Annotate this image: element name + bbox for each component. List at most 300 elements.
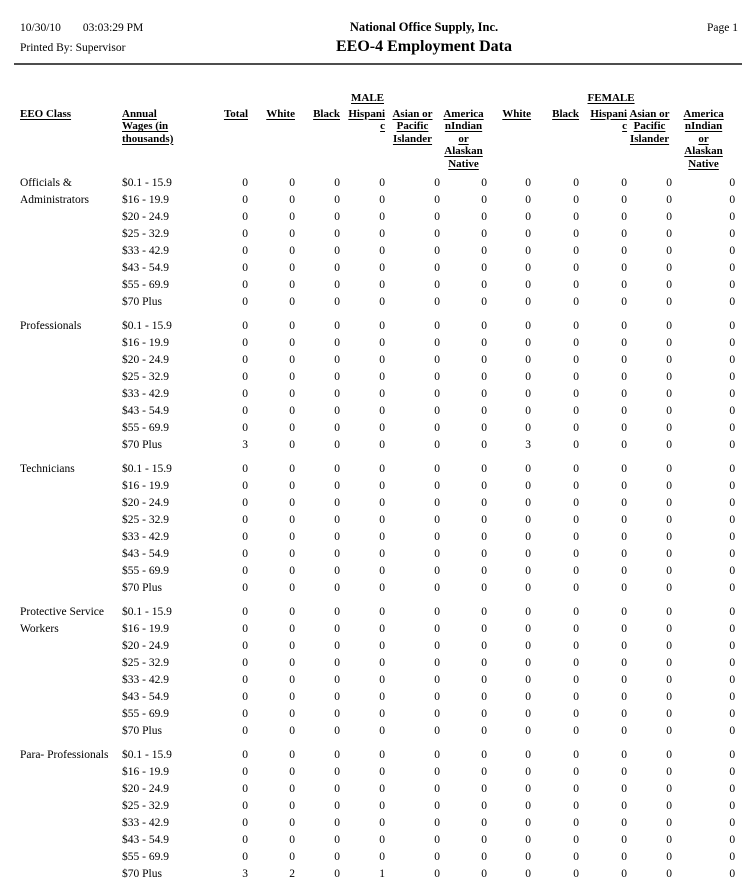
- wage-band-cell: $20 - 24.9: [122, 497, 169, 509]
- column-header-female-black: Black: [552, 107, 580, 120]
- value-cell-male_asian_pacific_islander: 0: [434, 514, 440, 526]
- page-number: Page 1: [707, 22, 738, 34]
- column-header-male-white: White: [266, 107, 295, 120]
- table-row: [20, 798, 735, 815]
- value-cell-female_white: 0: [525, 480, 532, 492]
- wage-band-cell: $55 - 69.9: [122, 279, 169, 291]
- value-cell-male_american_indian_alaskan_native: 0: [481, 439, 488, 451]
- value-cell-female_white: 0: [525, 279, 532, 291]
- value-cell-male_white: 0: [289, 497, 295, 509]
- value-cell-female_asian_pacific_islander: 0: [666, 320, 673, 332]
- value-cell-female_black: 0: [573, 279, 580, 291]
- value-cell-total: 0: [242, 245, 248, 257]
- value-cell-male_hispanic: 0: [379, 817, 385, 829]
- value-cell-female_white: 0: [525, 211, 532, 223]
- table-row: [20, 420, 735, 437]
- value-cell-female_hispanic: 0: [621, 405, 628, 417]
- value-cell-male_white: 0: [289, 320, 295, 332]
- value-cell-total: 0: [242, 674, 248, 686]
- value-cell-female_white: 0: [525, 640, 532, 652]
- value-cell-male_black: 0: [334, 177, 340, 189]
- value-cell-female_hispanic: 0: [621, 514, 628, 526]
- value-cell-male_white: 0: [289, 783, 295, 795]
- value-cell-female_asian_pacific_islander: 0: [666, 582, 673, 594]
- value-cell-female_american_indian_alaskan_native: 0: [729, 439, 736, 451]
- value-cell-female_hispanic: 0: [621, 177, 628, 189]
- value-cell-male_american_indian_alaskan_native: 0: [481, 691, 488, 703]
- value-cell-male_black: 0: [334, 388, 340, 400]
- value-cell-female_black: 0: [573, 766, 580, 778]
- value-cell-male_asian_pacific_islander: 0: [434, 388, 440, 400]
- value-cell-female_hispanic: 0: [621, 245, 628, 257]
- value-cell-total: 0: [242, 228, 248, 240]
- value-cell-female_american_indian_alaskan_native: 0: [729, 211, 736, 223]
- value-cell-female_black: 0: [573, 657, 580, 669]
- wage-band-cell: $20 - 24.9: [122, 640, 169, 652]
- value-cell-female_hispanic: 0: [621, 548, 628, 560]
- value-cell-female_white: 0: [525, 371, 532, 383]
- value-cell-female_hispanic: 0: [621, 766, 628, 778]
- value-cell-female_asian_pacific_islander: 0: [666, 766, 673, 778]
- value-cell-total: 0: [242, 211, 248, 223]
- table-row: [20, 563, 735, 580]
- value-cell-female_white: 0: [525, 623, 532, 635]
- wage-band-cell: $33 - 42.9: [122, 674, 169, 686]
- value-cell-female_asian_pacific_islander: 0: [666, 606, 673, 618]
- value-cell-female_hispanic: 0: [621, 708, 628, 720]
- value-cell-total: 3: [242, 439, 248, 451]
- value-cell-female_black: 0: [573, 405, 580, 417]
- value-cell-female_american_indian_alaskan_native: 0: [729, 279, 736, 291]
- value-cell-male_black: 0: [334, 480, 340, 492]
- value-cell-total: 0: [242, 422, 248, 434]
- value-cell-female_black: 0: [573, 606, 580, 618]
- value-cell-male_white: 0: [289, 834, 295, 846]
- value-cell-male_white: 0: [289, 194, 295, 206]
- value-cell-female_hispanic: 0: [621, 388, 628, 400]
- column-header-annual-wages: Annual Wages (in thousands): [122, 107, 174, 145]
- value-cell-male_asian_pacific_islander: 0: [434, 708, 440, 720]
- table-row: [20, 192, 735, 209]
- value-cell-female_white: 0: [525, 531, 532, 543]
- value-cell-female_american_indian_alaskan_native: 0: [729, 708, 736, 720]
- wage-band-cell: $16 - 19.9: [122, 337, 169, 349]
- value-cell-female_american_indian_alaskan_native: 0: [729, 514, 736, 526]
- value-cell-female_asian_pacific_islander: 0: [666, 228, 673, 240]
- value-cell-female_hispanic: 0: [621, 194, 628, 206]
- value-cell-female_black: 0: [573, 565, 580, 577]
- value-cell-male_asian_pacific_islander: 0: [434, 640, 440, 652]
- value-cell-male_american_indian_alaskan_native: 0: [481, 783, 488, 795]
- value-cell-male_white: 0: [289, 337, 295, 349]
- print-date: 10/30/10: [20, 22, 61, 34]
- value-cell-female_asian_pacific_islander: 0: [666, 177, 673, 189]
- value-cell-total: 0: [242, 725, 248, 737]
- value-cell-female_hispanic: 0: [621, 354, 628, 366]
- table-row: [20, 209, 735, 226]
- value-cell-male_black: 0: [334, 405, 340, 417]
- value-cell-female_black: 0: [573, 439, 580, 451]
- wage-band-cell: $55 - 69.9: [122, 851, 169, 863]
- wage-band-cell: $70 Plus: [122, 868, 162, 880]
- value-cell-male_black: 0: [334, 766, 340, 778]
- value-cell-male_asian_pacific_islander: 0: [434, 439, 440, 451]
- value-cell-female_black: 0: [573, 514, 580, 526]
- table-row: [20, 781, 735, 798]
- value-cell-male_hispanic: 0: [379, 749, 385, 761]
- value-cell-male_black: 0: [334, 657, 340, 669]
- table-row: [20, 352, 735, 369]
- value-cell-male_hispanic: 0: [379, 640, 385, 652]
- column-header-female-white: White: [502, 107, 532, 120]
- value-cell-total: 0: [242, 851, 248, 863]
- value-cell-female_white: 0: [525, 817, 532, 829]
- wage-band-cell: $33 - 42.9: [122, 531, 169, 543]
- value-cell-female_american_indian_alaskan_native: 0: [729, 405, 736, 417]
- value-cell-female_white: 0: [525, 177, 532, 189]
- value-cell-male_black: 0: [334, 245, 340, 257]
- wage-band-cell: $33 - 42.9: [122, 388, 169, 400]
- value-cell-male_hispanic: 0: [379, 691, 385, 703]
- value-cell-male_asian_pacific_islander: 0: [434, 565, 440, 577]
- value-cell-male_white: 0: [289, 262, 295, 274]
- value-cell-female_black: 0: [573, 708, 580, 720]
- value-cell-female_hispanic: 0: [621, 657, 628, 669]
- value-cell-total: 0: [242, 834, 248, 846]
- value-cell-female_american_indian_alaskan_native: 0: [729, 480, 736, 492]
- value-cell-female_white: 0: [525, 388, 532, 400]
- value-cell-male_american_indian_alaskan_native: 0: [481, 657, 488, 669]
- value-cell-male_american_indian_alaskan_native: 0: [481, 868, 488, 880]
- column-header-eeo-class: EEO Class: [20, 107, 72, 120]
- value-cell-male_hispanic: 0: [379, 674, 385, 686]
- column-header-total: Total: [223, 107, 248, 120]
- value-cell-male_hispanic: 0: [379, 228, 385, 240]
- value-cell-total: 0: [242, 623, 248, 635]
- value-cell-male_hispanic: 0: [379, 463, 385, 475]
- value-cell-female_hispanic: 0: [621, 337, 628, 349]
- value-cell-female_white: 0: [525, 657, 532, 669]
- value-cell-male_white: 0: [289, 623, 295, 635]
- value-cell-total: 0: [242, 606, 248, 618]
- report-header-row-1: [20, 20, 738, 35]
- value-cell-total: 0: [242, 800, 248, 812]
- value-cell-male_hispanic: 0: [379, 439, 385, 451]
- value-cell-male_hispanic: 0: [379, 800, 385, 812]
- value-cell-female_asian_pacific_islander: 0: [666, 800, 673, 812]
- value-cell-male_asian_pacific_islander: 0: [434, 228, 440, 240]
- value-cell-male_asian_pacific_islander: 0: [434, 337, 440, 349]
- wage-band-cell: $70 Plus: [122, 725, 162, 737]
- value-cell-male_american_indian_alaskan_native: 0: [481, 480, 488, 492]
- value-cell-male_asian_pacific_islander: 0: [434, 296, 440, 308]
- value-cell-male_asian_pacific_islander: 0: [434, 320, 440, 332]
- value-cell-female_black: 0: [573, 674, 580, 686]
- table-body: [20, 175, 735, 883]
- value-cell-male_black: 0: [334, 354, 340, 366]
- value-cell-female_hispanic: 0: [621, 262, 628, 274]
- wage-band-cell: $16 - 19.9: [122, 766, 169, 778]
- wage-band-cell: $20 - 24.9: [122, 354, 169, 366]
- value-cell-female_white: 3: [525, 439, 532, 451]
- company-name: National Office Supply, Inc.: [349, 20, 499, 34]
- value-cell-female_asian_pacific_islander: 0: [666, 708, 673, 720]
- value-cell-female_white: 0: [525, 606, 532, 618]
- value-cell-female_asian_pacific_islander: 0: [666, 262, 673, 274]
- column-header-female-asian-pacific-islander: Asian or Pacific Islander: [629, 107, 670, 145]
- value-cell-female_asian_pacific_islander: 0: [666, 725, 673, 737]
- value-cell-female_asian_pacific_islander: 0: [666, 463, 673, 475]
- table-row: [20, 672, 735, 689]
- value-cell-female_white: 0: [525, 320, 532, 332]
- value-cell-female_american_indian_alaskan_native: 0: [729, 749, 736, 761]
- value-cell-female_american_indian_alaskan_native: 0: [729, 725, 736, 737]
- value-cell-male_american_indian_alaskan_native: 0: [481, 405, 488, 417]
- value-cell-male_asian_pacific_islander: 0: [434, 548, 440, 560]
- value-cell-female_asian_pacific_islander: 0: [666, 296, 673, 308]
- value-cell-female_hispanic: 0: [621, 674, 628, 686]
- value-cell-male_american_indian_alaskan_native: 0: [481, 548, 488, 560]
- value-cell-male_hispanic: 0: [379, 405, 385, 417]
- value-cell-female_hispanic: 0: [621, 851, 628, 863]
- value-cell-male_american_indian_alaskan_native: 0: [481, 320, 488, 332]
- value-cell-male_white: 0: [289, 640, 295, 652]
- value-cell-female_white: 0: [525, 766, 532, 778]
- value-cell-female_hispanic: 0: [621, 296, 628, 308]
- value-cell-male_asian_pacific_islander: 0: [434, 623, 440, 635]
- wage-band-cell: $43 - 54.9: [122, 548, 169, 560]
- value-cell-male_american_indian_alaskan_native: 0: [481, 582, 488, 594]
- value-cell-female_black: 0: [573, 194, 580, 206]
- table-row: [20, 243, 735, 260]
- table-row: [20, 597, 735, 621]
- value-cell-total: 0: [242, 371, 248, 383]
- value-cell-female_white: 0: [525, 296, 532, 308]
- value-cell-male_asian_pacific_islander: 0: [434, 279, 440, 291]
- value-cell-female_hispanic: 0: [621, 463, 628, 475]
- column-header-row: [20, 108, 735, 176]
- value-cell-female_american_indian_alaskan_native: 0: [729, 691, 736, 703]
- value-cell-female_american_indian_alaskan_native: 0: [729, 800, 736, 812]
- value-cell-female_american_indian_alaskan_native: 0: [729, 463, 736, 475]
- eeo-class-cell: Protective Service Workers: [20, 606, 104, 635]
- value-cell-male_asian_pacific_islander: 0: [434, 834, 440, 846]
- value-cell-male_white: 0: [289, 422, 295, 434]
- value-cell-female_american_indian_alaskan_native: 0: [729, 766, 736, 778]
- value-cell-male_hispanic: 0: [379, 320, 385, 332]
- wage-band-cell: $25 - 32.9: [122, 228, 169, 240]
- value-cell-male_hispanic: 0: [379, 657, 385, 669]
- value-cell-female_hispanic: 0: [621, 582, 628, 594]
- value-cell-total: 0: [242, 177, 248, 189]
- value-cell-female_american_indian_alaskan_native: 0: [729, 851, 736, 863]
- value-cell-total: 0: [242, 337, 248, 349]
- value-cell-male_white: 0: [289, 851, 295, 863]
- value-cell-female_black: 0: [573, 262, 580, 274]
- value-cell-male_black: 0: [334, 674, 340, 686]
- value-cell-male_white: 2: [289, 868, 295, 880]
- eeo-class-cell: Officials & Administrators: [20, 177, 89, 206]
- value-cell-male_asian_pacific_islander: 0: [434, 245, 440, 257]
- value-cell-female_american_indian_alaskan_native: 0: [729, 497, 736, 509]
- value-cell-male_asian_pacific_islander: 0: [434, 817, 440, 829]
- value-cell-female_hispanic: 0: [621, 565, 628, 577]
- value-cell-total: 0: [242, 817, 248, 829]
- value-cell-total: 0: [242, 565, 248, 577]
- value-cell-female_american_indian_alaskan_native: 0: [729, 674, 736, 686]
- value-cell-male_american_indian_alaskan_native: 0: [481, 514, 488, 526]
- value-cell-female_hispanic: 0: [621, 497, 628, 509]
- value-cell-female_asian_pacific_islander: 0: [666, 422, 673, 434]
- value-cell-male_asian_pacific_islander: 0: [434, 262, 440, 274]
- value-cell-male_black: 0: [334, 337, 340, 349]
- value-cell-male_black: 0: [334, 463, 340, 475]
- wage-band-cell: $43 - 54.9: [122, 834, 169, 846]
- value-cell-female_american_indian_alaskan_native: 0: [729, 245, 736, 257]
- value-cell-male_american_indian_alaskan_native: 0: [481, 279, 488, 291]
- value-cell-male_white: 0: [289, 211, 295, 223]
- value-cell-male_white: 0: [289, 439, 295, 451]
- value-cell-female_black: 0: [573, 640, 580, 652]
- table-row: [20, 175, 735, 192]
- value-cell-male_american_indian_alaskan_native: 0: [481, 296, 488, 308]
- value-cell-female_white: 0: [525, 337, 532, 349]
- value-cell-male_hispanic: 0: [379, 371, 385, 383]
- value-cell-female_black: 0: [573, 749, 580, 761]
- value-cell-male_american_indian_alaskan_native: 0: [481, 606, 488, 618]
- value-cell-female_american_indian_alaskan_native: 0: [729, 371, 736, 383]
- value-cell-male_american_indian_alaskan_native: 0: [481, 708, 488, 720]
- value-cell-female_white: 0: [525, 497, 532, 509]
- value-cell-male_american_indian_alaskan_native: 0: [481, 388, 488, 400]
- value-cell-female_white: 0: [525, 851, 532, 863]
- value-cell-male_white: 0: [289, 800, 295, 812]
- value-cell-female_asian_pacific_islander: 0: [666, 657, 673, 669]
- value-cell-female_asian_pacific_islander: 0: [666, 371, 673, 383]
- value-cell-male_white: 0: [289, 548, 295, 560]
- value-cell-male_white: 0: [289, 565, 295, 577]
- value-cell-female_american_indian_alaskan_native: 0: [729, 337, 736, 349]
- wage-band-cell: $43 - 54.9: [122, 262, 169, 274]
- value-cell-total: 0: [242, 708, 248, 720]
- column-header-female-american-indian-alaskan-native: America nIndian or Alaskan Native: [683, 107, 724, 170]
- value-cell-male_white: 0: [289, 279, 295, 291]
- table-row: [20, 495, 735, 512]
- table-row: [20, 512, 735, 529]
- value-cell-female_black: 0: [573, 834, 580, 846]
- value-cell-male_asian_pacific_islander: 0: [434, 657, 440, 669]
- value-cell-male_black: 0: [334, 228, 340, 240]
- value-cell-female_white: 0: [525, 708, 532, 720]
- value-cell-female_black: 0: [573, 320, 580, 332]
- value-cell-male_black: 0: [334, 439, 340, 451]
- value-cell-female_asian_pacific_islander: 0: [666, 405, 673, 417]
- value-cell-female_black: 0: [573, 211, 580, 223]
- value-cell-male_american_indian_alaskan_native: 0: [481, 371, 488, 383]
- report-header-row-2: [20, 38, 738, 56]
- value-cell-male_american_indian_alaskan_native: 0: [481, 817, 488, 829]
- value-cell-total: 0: [242, 531, 248, 543]
- value-cell-male_asian_pacific_islander: 0: [434, 422, 440, 434]
- value-cell-female_asian_pacific_islander: 0: [666, 783, 673, 795]
- value-cell-male_hispanic: 0: [379, 834, 385, 846]
- printed-by: Printed By: Supervisor: [20, 42, 126, 54]
- value-cell-female_asian_pacific_islander: 0: [666, 388, 673, 400]
- value-cell-female_black: 0: [573, 371, 580, 383]
- value-cell-female_american_indian_alaskan_native: 0: [729, 548, 736, 560]
- value-cell-female_hispanic: 0: [621, 439, 628, 451]
- value-cell-male_hispanic: 0: [379, 194, 385, 206]
- wage-band-cell: $0.1 - 15.9: [122, 177, 172, 189]
- value-cell-male_white: 0: [289, 245, 295, 257]
- wage-band-cell: $0.1 - 15.9: [122, 606, 172, 618]
- wage-band-cell: $20 - 24.9: [122, 211, 169, 223]
- value-cell-male_hispanic: 0: [379, 582, 385, 594]
- value-cell-male_asian_pacific_islander: 0: [434, 749, 440, 761]
- table-row: [20, 849, 735, 866]
- value-cell-female_black: 0: [573, 177, 580, 189]
- value-cell-male_black: 0: [334, 514, 340, 526]
- wage-band-cell: $43 - 54.9: [122, 405, 169, 417]
- table-row: [20, 226, 735, 243]
- value-cell-total: 3: [242, 868, 248, 880]
- value-cell-total: 0: [242, 194, 248, 206]
- eeo4-data-table: [20, 92, 735, 883]
- value-cell-female_american_indian_alaskan_native: 0: [729, 354, 736, 366]
- value-cell-female_american_indian_alaskan_native: 0: [729, 868, 736, 880]
- value-cell-male_american_indian_alaskan_native: 0: [481, 211, 488, 223]
- value-cell-male_american_indian_alaskan_native: 0: [481, 674, 488, 686]
- value-cell-male_american_indian_alaskan_native: 0: [481, 337, 488, 349]
- value-cell-female_asian_pacific_islander: 0: [666, 691, 673, 703]
- value-cell-total: 0: [242, 749, 248, 761]
- wage-band-cell: $33 - 42.9: [122, 245, 169, 257]
- value-cell-total: 0: [242, 766, 248, 778]
- value-cell-female_american_indian_alaskan_native: 0: [729, 531, 736, 543]
- female-group-header: FEMALE: [587, 92, 635, 104]
- value-cell-female_white: 0: [525, 749, 532, 761]
- value-cell-male_black: 0: [334, 371, 340, 383]
- value-cell-female_hispanic: 0: [621, 211, 628, 223]
- value-cell-female_black: 0: [573, 582, 580, 594]
- eeo-class-cell: Para- Professionals: [20, 749, 109, 761]
- value-cell-female_black: 0: [573, 800, 580, 812]
- column-header-male-asian-pacific-islander: Asian or Pacific Islander: [392, 107, 433, 145]
- value-cell-female_white: 0: [525, 354, 532, 366]
- value-cell-female_asian_pacific_islander: 0: [666, 640, 673, 652]
- value-cell-total: 0: [242, 640, 248, 652]
- value-cell-male_black: 0: [334, 320, 340, 332]
- header-divider: [14, 63, 742, 65]
- value-cell-male_american_indian_alaskan_native: 0: [481, 262, 488, 274]
- eeo-class-cell: Professionals: [20, 320, 82, 332]
- value-cell-male_asian_pacific_islander: 0: [434, 405, 440, 417]
- table-row: [20, 403, 735, 420]
- value-cell-female_black: 0: [573, 868, 580, 880]
- value-cell-male_black: 0: [334, 691, 340, 703]
- male-group-header: MALE: [351, 92, 385, 104]
- table-row: [20, 369, 735, 386]
- value-cell-male_white: 0: [289, 388, 295, 400]
- value-cell-male_hispanic: 0: [379, 296, 385, 308]
- value-cell-total: 0: [242, 497, 248, 509]
- value-cell-total: 0: [242, 463, 248, 475]
- value-cell-male_asian_pacific_islander: 0: [434, 463, 440, 475]
- value-cell-female_hispanic: 0: [621, 691, 628, 703]
- value-cell-male_white: 0: [289, 371, 295, 383]
- column-header-male-american-indian-alaskan-native: America nIndian or Alaskan Native: [443, 107, 484, 170]
- table-row: [20, 546, 735, 563]
